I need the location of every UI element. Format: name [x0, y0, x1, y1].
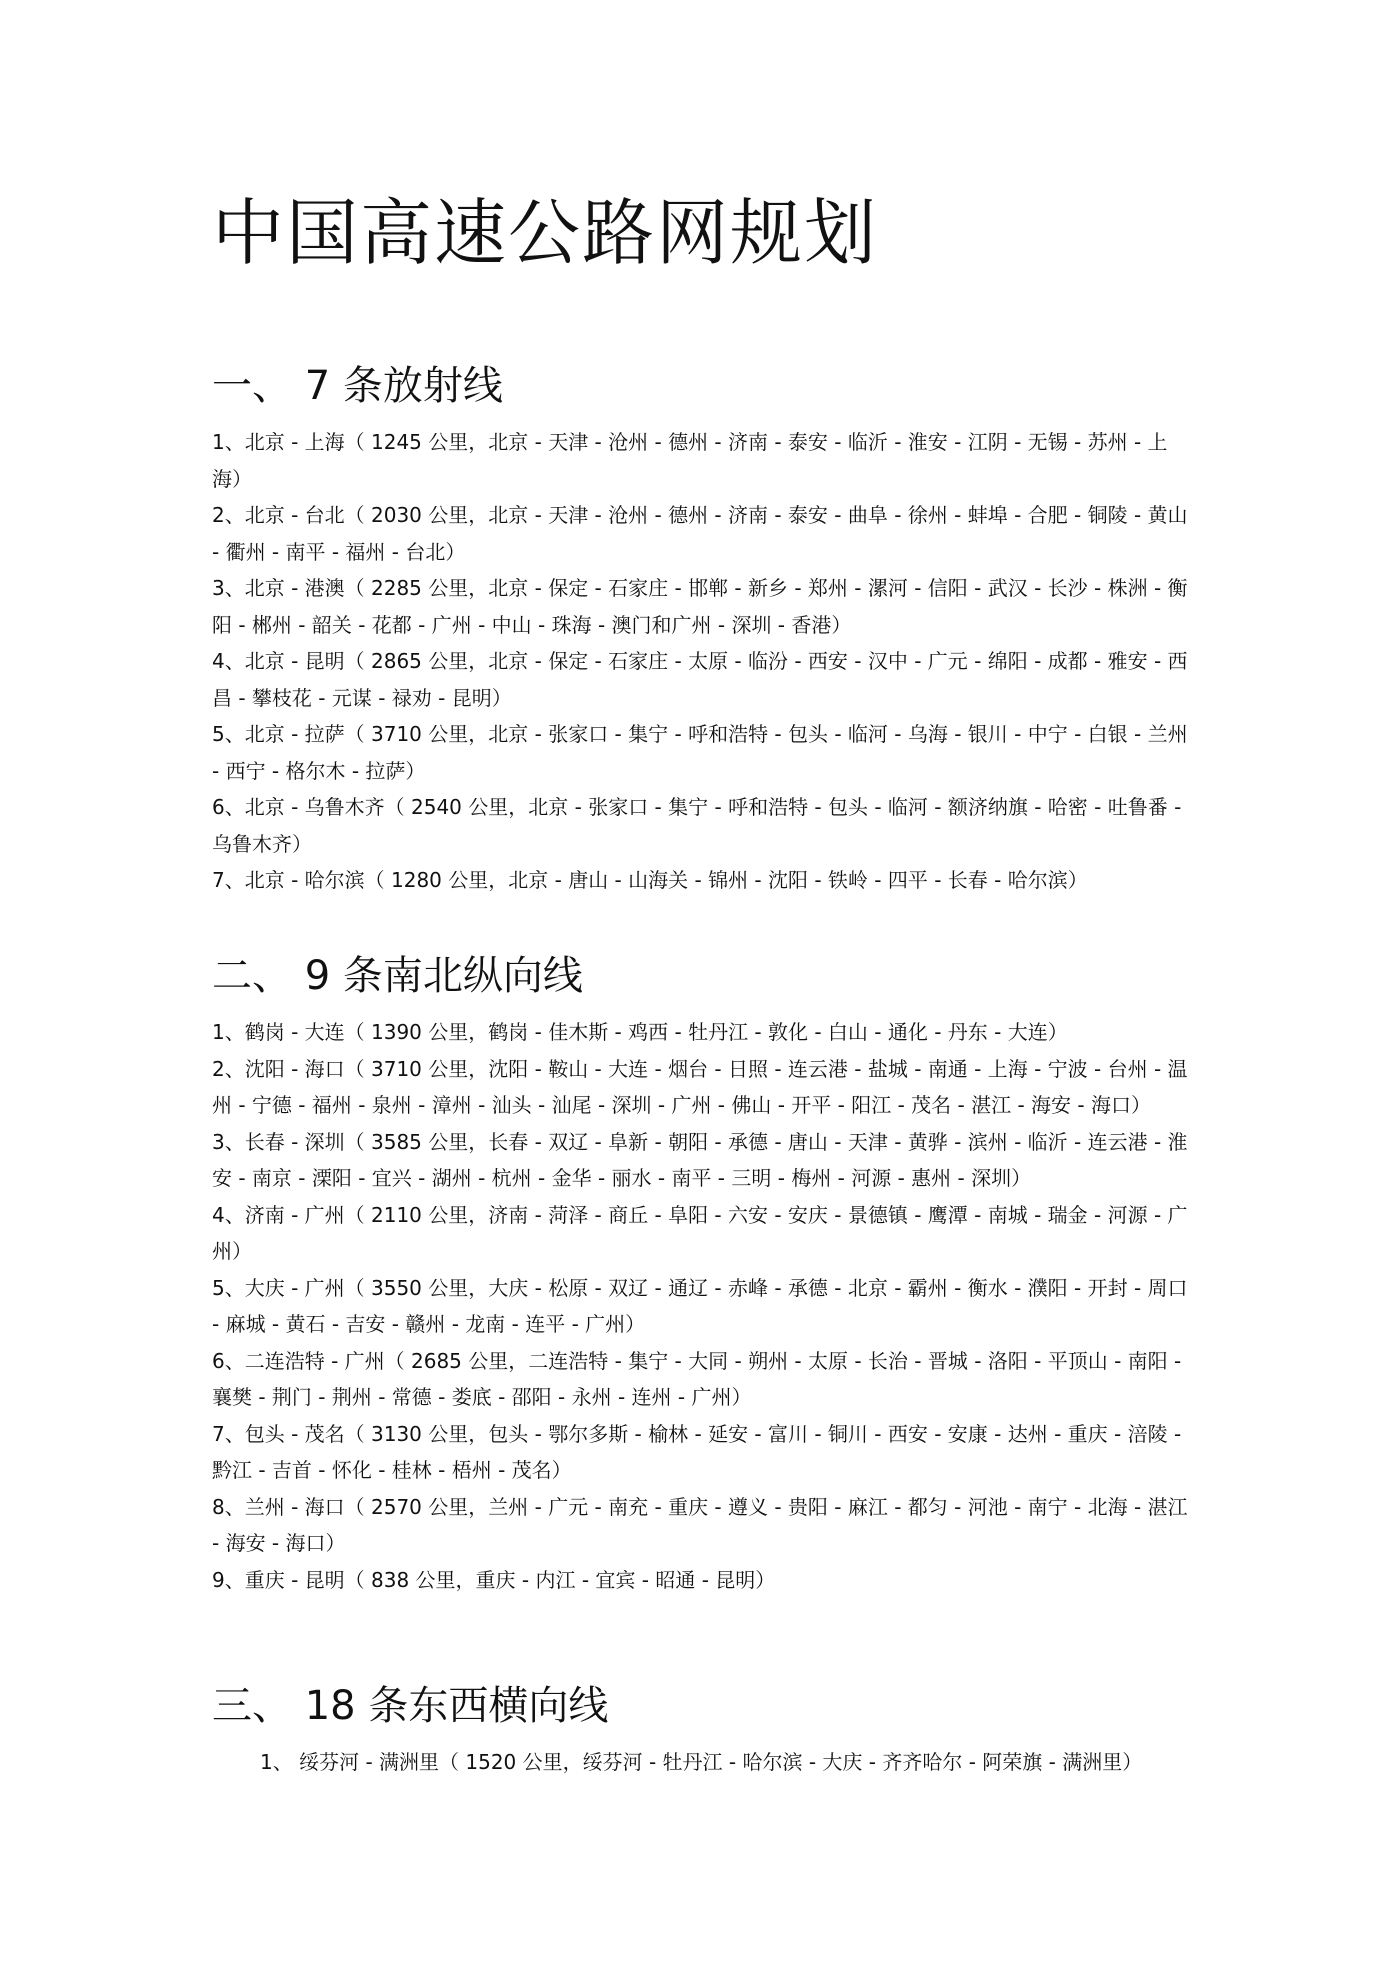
route-item: 3、北京 - 港澳（ 2285 公里，北京 - 保定 - 石家庄 - 邯郸 - 新乡 - 郑州 - 漯河 - 信阳 - 武汉 - 长沙 - 株洲 - 衡阳 - 郴州 - 韶关 - 花都 - 广州 - 中山 - 珠海 - 澳门和广州 - 深圳 - 香港） — [212, 576, 1188, 637]
route-list — [212, 424, 1192, 899]
route-item: 4、北京 - 昆明（ 2865 公里，北京 - 保定 - 石家庄 - 太原 - 临汾 - 西安 - 汉中 - 广元 - 绵阳 - 成都 - 雅安 - 西昌 - 攀枝花 - 元谋 - 禄劝 - 昆明） — [212, 649, 1188, 710]
route-item: 4、济南 - 广州（ 2110 公里，济南 - 菏泽 - 商丘 - 阜阳 - 六安 - 安庆 - 景德镇 - 鹰潭 - 南城 - 瑞金 - 河源 - 广州） — [212, 1202, 1188, 1263]
section-radial-lines — [212, 362, 1192, 899]
section-heading: 三、 18 条东西横向线 — [212, 1683, 609, 1729]
route-item: 7、北京 - 哈尔滨（ 1280 公里，北京 - 唐山 - 山海关 - 锦州 - 沈阳 - 铁岭 - 四平 - 长春 - 哈尔滨） — [212, 868, 1088, 892]
route-item: 5、北京 - 拉萨（ 3710 公里，北京 - 张家口 - 集宁 - 呼和浩特 - 包头 - 临河 - 乌海 - 银川 - 中宁 - 白银 - 兰州 - 西宁 - 格尔木 - 拉萨） — [212, 722, 1188, 783]
route-item: 2、北京 - 台北（ 2030 公里，北京 - 天津 - 沧州 - 德州 - 济南 - 泰安 - 曲阜 - 徐州 - 蚌埠 - 合肥 - 铜陵 - 黄山 - 衢州 - 南平 - 福州 - 台北） — [212, 503, 1188, 564]
route-list — [212, 1744, 1192, 1781]
document-title: 中国高速公路网规划 — [212, 191, 879, 275]
route-item: 6、北京 - 乌鲁木齐（ 2540 公里，北京 - 张家口 - 集宁 - 呼和浩特 - 包头 - 临河 - 额济纳旗 - 哈密 - 吐鲁番 - 乌鲁木齐） — [212, 795, 1182, 856]
section-east-west-lines — [212, 1682, 1192, 1781]
section-heading: 二、 9 条南北纵向线 — [212, 953, 583, 999]
route-item: 1、鹤岗 - 大连（ 1390 公里，鹤岗 - 佳木斯 - 鸡西 - 牡丹江 - 敦化 - 白山 - 通化 - 丹东 - 大连） — [212, 1020, 1068, 1044]
route-item: 7、包头 - 茂名（ 3130 公里，包头 - 鄂尔多斯 - 榆林 - 延安 - 富川 - 铜川 - 西安 - 安康 - 达州 - 重庆 - 涪陵 - 黔江 - 吉首 - 怀化 - 桂林 - 梧州 - 茂名） — [212, 1421, 1182, 1482]
route-item: 3、长春 - 深圳（ 3585 公里，长春 - 双辽 - 阜新 - 朝阳 - 承德 - 唐山 - 天津 - 黄骅 - 滨州 - 临沂 - 连云港 - 淮安 - 南京 - 溧阳 - 宜兴 - 湖州 - 杭州 - 金华 - 丽水 - 南平 - 三明 - 梅州 - 河源 - 惠州 - 深圳） — [212, 1129, 1188, 1190]
route-item: 1、北京 - 上海（ 1245 公里，北京 - 天津 - 沧州 - 德州 - 济南 - 泰安 - 临沂 - 淮安 - 江阴 - 无锡 - 苏州 - 上海） — [212, 430, 1168, 491]
route-item: 6、二连浩特 - 广州（ 2685 公里，二连浩特 - 集宁 - 大同 - 朔州 - 太原 - 长治 - 晋城 - 洛阳 - 平顶山 - 南阳 - 襄樊 - 荆门 - 荆州 - 常德 - 娄底 - 邵阳 - 永州 - 连州 - 广州） — [212, 1348, 1182, 1409]
route-list — [212, 1014, 1192, 1598]
route-item: 8、兰州 - 海口（ 2570 公里，兰州 - 广元 - 南充 - 重庆 - 遵义 - 贵阳 - 麻江 - 都匀 - 河池 - 南宁 - 北海 - 湛江 - 海安 - 海口） — [212, 1494, 1188, 1555]
route-item: 9、重庆 - 昆明（ 838 公里，重庆 - 内江 - 宜宾 - 昭通 - 昆明） — [212, 1567, 776, 1592]
route-item: 2、沈阳 - 海口（ 3710 公里，沈阳 - 鞍山 - 大连 - 烟台 - 日照 - 连云港 - 盐城 - 南通 - 上海 - 宁波 - 台州 - 温州 - 宁德 - 福州 - 泉州 - 漳州 - 汕头 - 汕尾 - 深圳 - 广州 - 佛山 - 开平 - 阳江 - 茂名 - 湛江 - 海安 - 海口） — [212, 1056, 1188, 1117]
route-item: 5、大庆 - 广州（ 3550 公里，大庆 - 松原 - 双辽 - 通辽 - 赤峰 - 承德 - 北京 - 霸州 - 衡水 - 濮阳 - 开封 - 周口 - 麻城 - 黄石 - 吉安 - 赣州 - 龙南 - 连平 - 广州） — [212, 1275, 1188, 1336]
section-north-south-lines — [212, 952, 1192, 1598]
route-item: 1、 绥芬河 - 满洲里（ 1520 公里，绥芬河 - 牡丹江 - 哈尔滨 - 大庆 - 齐齐哈尔 - 阿荣旗 - 满洲里） — [260, 1750, 1143, 1774]
section-heading: 一、 7 条放射线 — [212, 363, 503, 409]
